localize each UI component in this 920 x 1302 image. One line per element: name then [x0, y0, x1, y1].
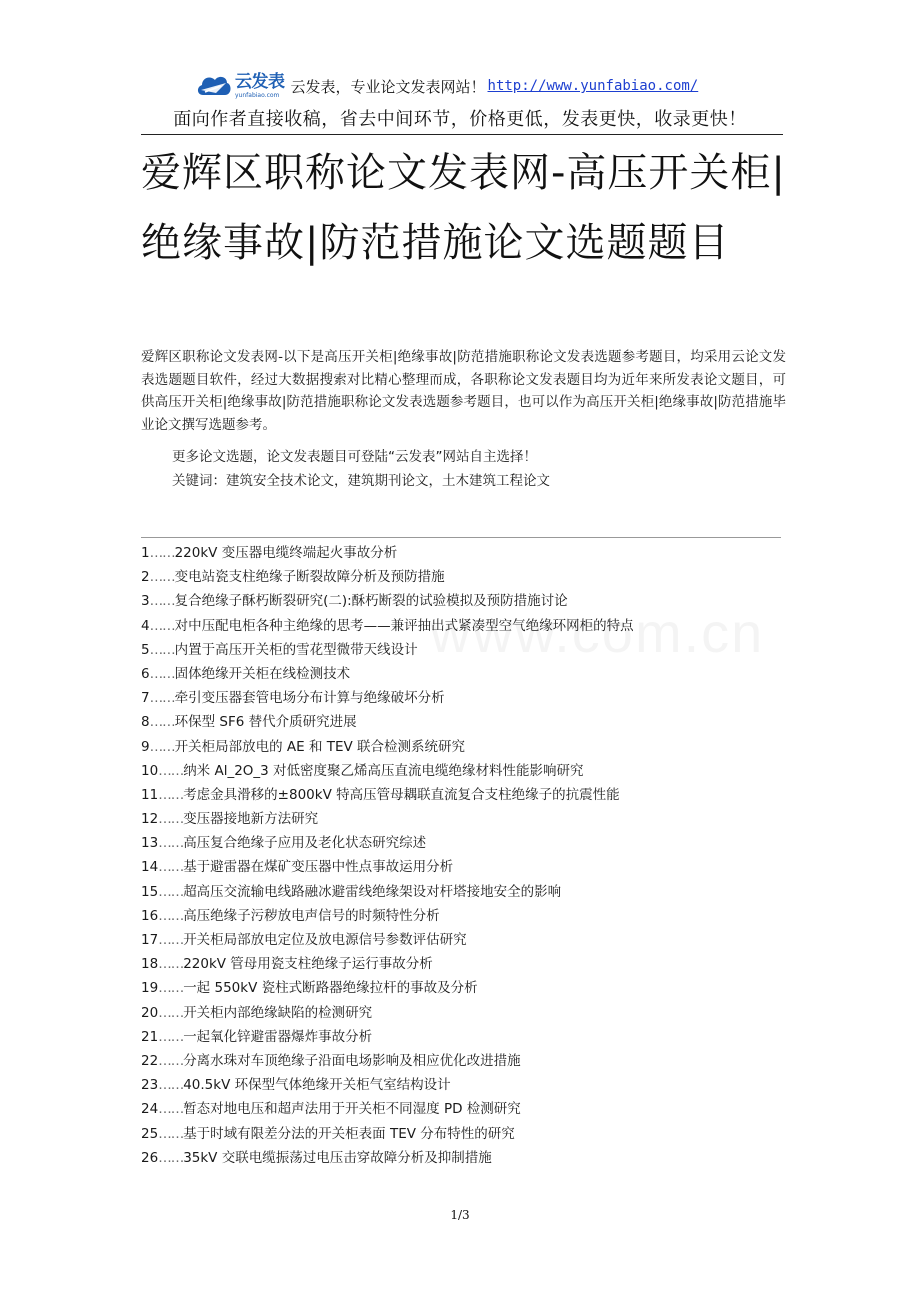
- topic-number: 23: [141, 1077, 159, 1094]
- topic-number: 25: [141, 1125, 159, 1142]
- topic-item: [141, 1049, 791, 1073]
- topic-title: 开关柜局部放电的 AE 和 TEV 联合检测系统研究: [174, 738, 466, 755]
- topic-title: 纳米 Al_2O_3 对低密度聚乙烯高压直流电缆绝缘材料性能影响研究: [183, 762, 584, 779]
- topic-leader-dots: ……: [149, 690, 175, 707]
- topic-leader-dots: ……: [158, 980, 184, 997]
- topic-number: 6: [141, 665, 150, 682]
- topic-item: [141, 589, 791, 613]
- topic-number: 12: [141, 811, 159, 828]
- topic-title: 环保型 SF6 替代介质研究进展: [174, 714, 357, 731]
- topic-leader-dots: ……: [149, 738, 175, 755]
- topic-title: 一起 550kV 瓷柱式断路器绝缘拉杆的事故及分析: [183, 980, 478, 997]
- topic-title: 开关柜局部放电定位及放电源信号参数评估研究: [183, 932, 467, 948]
- topic-title: 固体绝缘开关柜在线检测技术: [174, 665, 351, 682]
- topic-number: 10: [141, 762, 159, 779]
- topic-title: 对中压配电柜各种主绝缘的思考——兼评抽出式紧凑型空气绝缘环网柜的特点: [174, 617, 634, 634]
- topic-title: 牵引变压器套管电场分布计算与绝缘破坏分析: [174, 690, 445, 707]
- topic-item: [141, 1097, 791, 1121]
- header-slogan: 云发表，专业论文发表网站！: [290, 77, 486, 96]
- topic-item: [141, 735, 791, 759]
- topic-number: 19: [141, 980, 159, 997]
- topic-title: 分离水珠对车顶绝缘子沿面电场影响及相应优化改进措施: [183, 1052, 521, 1069]
- topic-item: [141, 1025, 791, 1049]
- topic-item: [141, 1001, 791, 1025]
- topic-item: [141, 952, 791, 976]
- topic-leader-dots: ……: [158, 859, 184, 876]
- topic-number: 3: [141, 593, 150, 610]
- topic-item: [141, 783, 791, 807]
- topic-leader-dots: ……: [158, 883, 184, 900]
- topic-leader-dots: ……: [158, 1101, 184, 1118]
- topic-number: 8: [141, 714, 150, 731]
- topic-item: [141, 880, 791, 904]
- site-link[interactable]: http://www.yunfabiao.com/: [487, 78, 699, 94]
- topic-leader-dots: ……: [149, 593, 175, 610]
- topic-number: 24: [141, 1101, 159, 1118]
- topic-leader-dots: ……: [158, 1028, 184, 1045]
- cloud-logo-icon: [196, 71, 232, 101]
- topic-item: [141, 904, 791, 928]
- topic-item: [141, 928, 791, 952]
- topic-list: [141, 541, 791, 1170]
- topic-number: 21: [141, 1028, 159, 1045]
- topic-title: 35kV 交联电缆振荡过电压击穿故障分析及抑制措施: [183, 1149, 492, 1166]
- topic-leader-dots: ……: [158, 811, 184, 828]
- topic-number: 18: [141, 956, 159, 973]
- keywords-line: 关键词：建筑安全技术论文，建筑期刊论文，土木建筑工程论文: [172, 473, 550, 489]
- list-divider: [141, 537, 781, 538]
- topic-item: [141, 807, 791, 831]
- topic-leader-dots: ……: [158, 762, 184, 779]
- topic-leader-dots: ……: [158, 932, 184, 948]
- topic-leader-dots: ……: [158, 1149, 184, 1166]
- page-title: 爱辉区职称论文发表网-高压开关柜|绝缘事故|防范措施论文选题题目: [141, 150, 786, 266]
- topic-item: [141, 565, 791, 589]
- topic-title: 220kV 变压器电缆终端起火事故分析: [174, 545, 398, 561]
- topic-leader-dots: ……: [158, 1125, 184, 1142]
- topic-leader-dots: ……: [158, 907, 184, 924]
- topic-item: [141, 759, 791, 783]
- intro-paragraph: 爱辉区职称论文发表网-以下是高压开关柜|绝缘事故|防范措施职称论文发表选题参考题目，均采用云论文发表选题题目软件，经过大数据搜索对比精心整理而成，各职称论文发表题目均为近年来所发表论文题目，可供高压开关柜|绝缘事故|防范措施职称论文发表选题参考题目，也可以作为高压开关柜|绝缘事故|防范措施毕业论文撰写选题参考。: [141, 349, 786, 433]
- topic-title: 变压器接地新方法研究: [183, 811, 319, 828]
- topic-title: 暂态对地电压和超声法用于开关柜不同湿度 PD 检测研究: [183, 1101, 521, 1118]
- topic-item: [141, 855, 791, 879]
- topic-leader-dots: ……: [158, 1077, 184, 1094]
- topic-leader-dots: ……: [158, 1004, 184, 1021]
- topic-title: 40.5kV 环保型气体绝缘开关柜气室结构设计: [183, 1077, 451, 1094]
- topic-leader-dots: ……: [149, 665, 175, 682]
- topic-leader-dots: ……: [149, 569, 175, 586]
- topic-number: 15: [141, 883, 159, 900]
- topic-item: [141, 638, 791, 662]
- topic-number: 22: [141, 1052, 159, 1069]
- site-logo[interactable]: [196, 71, 285, 101]
- topic-leader-dots: ……: [158, 786, 184, 803]
- topic-title: 内置于高压开关柜的雪花型微带天线设计: [174, 641, 418, 658]
- topic-title: 开关柜内部绝缘缺陷的检测研究: [183, 1004, 373, 1021]
- topic-item: [141, 541, 791, 565]
- topic-number: 11: [141, 786, 159, 803]
- topic-title: 一起氧化锌避雷器爆炸事故分析: [183, 1028, 373, 1045]
- topic-number: 1: [141, 545, 150, 561]
- topic-title: 高压复合绝缘子应用及老化状态研究综述: [183, 835, 427, 852]
- page-number: 1/3: [450, 1208, 470, 1222]
- topic-number: 9: [141, 738, 150, 755]
- topic-title: 基于避雷器在煤矿变压器中性点事故运用分析: [183, 859, 454, 876]
- topic-leader-dots: ……: [158, 1052, 184, 1069]
- topic-leader-dots: ……: [149, 617, 175, 634]
- topic-number: 20: [141, 1004, 159, 1021]
- topic-leader-dots: ……: [149, 545, 175, 561]
- topic-item: [141, 1073, 791, 1097]
- topic-leader-dots: ……: [149, 714, 175, 731]
- topic-leader-dots: ……: [149, 641, 175, 658]
- topic-number: 26: [141, 1149, 159, 1166]
- topic-number: 4: [141, 617, 150, 634]
- topic-number: 17: [141, 932, 159, 948]
- header-bar: [196, 70, 698, 102]
- topic-number: 7: [141, 690, 150, 707]
- topic-leader-dots: ……: [158, 835, 184, 852]
- topic-item: [141, 1146, 791, 1170]
- logo-domain: yunfabiao.com: [235, 91, 280, 99]
- topic-item: [141, 662, 791, 686]
- topic-title: 基于时域有限差分法的开关柜表面 TEV 分布特性的研究: [183, 1125, 515, 1142]
- topic-title: 高压绝缘子污秽放电声信号的时频特性分析: [183, 907, 440, 924]
- topic-number: 14: [141, 859, 159, 876]
- topic-item: [141, 1122, 791, 1146]
- logo-name: 云发表: [235, 71, 285, 92]
- topic-leader-dots: ……: [158, 956, 184, 973]
- topic-title: 220kV 管母用瓷支柱绝缘子运行事故分析: [183, 956, 433, 973]
- topic-number: 16: [141, 907, 159, 924]
- topic-item: [141, 831, 791, 855]
- topic-title: 复合绝缘子酥朽断裂研究(二):酥朽断裂的试验模拟及预防措施讨论: [174, 593, 568, 610]
- topic-item: [141, 686, 791, 710]
- topic-title: 变电站瓷支柱绝缘子断裂故障分析及预防措施: [174, 569, 445, 586]
- topic-number: 5: [141, 641, 150, 658]
- header-divider: [141, 134, 783, 135]
- topic-item: [141, 976, 791, 1000]
- topic-number: 2: [141, 569, 150, 586]
- topic-title: 超高压交流输电线路融冰避雷线绝缘架设对杆塔接地安全的影响: [183, 883, 562, 900]
- topic-item: [141, 614, 791, 638]
- topic-title: 考虑金具滑移的±800kV 特高压管母耦联直流复合支柱绝缘子的抗震性能: [183, 786, 620, 803]
- topic-number: 13: [141, 835, 159, 852]
- topic-item: [141, 710, 791, 734]
- header-subtitle: 面向作者直接收稿，省去中间环节，价格更低，发表更快，收录更快！: [173, 109, 747, 130]
- more-topics-note: 更多论文选题，论文发表题目可登陆“云发表”网站自主选择！: [172, 449, 537, 465]
